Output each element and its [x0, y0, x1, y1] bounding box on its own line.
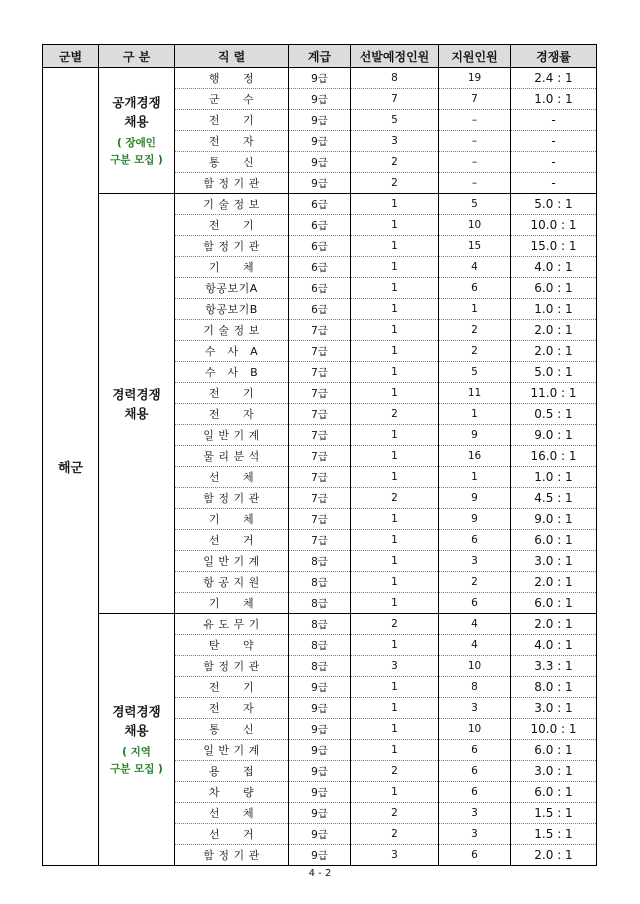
planned-cell: 1 — [351, 320, 439, 341]
job-cell: 일 반 기 계 — [175, 551, 289, 572]
ratio-cell: 6.0 : 1 — [511, 740, 597, 761]
grade-cell: 7급 — [289, 383, 351, 404]
grade-cell: 7급 — [289, 341, 351, 362]
applicants-cell: 6 — [439, 782, 511, 803]
ratio-cell: 5.0 : 1 — [511, 194, 597, 215]
applicants-cell: 3 — [439, 824, 511, 845]
job-cell: 전 기 — [175, 383, 289, 404]
ratio-cell: 2.0 : 1 — [511, 341, 597, 362]
job-cell: 일 반 기 계 — [175, 740, 289, 761]
ratio-cell: 1.0 : 1 — [511, 299, 597, 320]
planned-cell: 1 — [351, 530, 439, 551]
table-row — [43, 194, 597, 215]
category-note-line: 구분 모집 ) — [110, 153, 163, 166]
header-planned: 선발예정인원 — [351, 45, 439, 68]
job-cell: 물 리 분 석 — [175, 446, 289, 467]
grade-cell: 9급 — [289, 803, 351, 824]
applicants-cell: 9 — [439, 425, 511, 446]
planned-cell: 2 — [351, 803, 439, 824]
ratio-cell: 6.0 : 1 — [511, 278, 597, 299]
grade-cell: 8급 — [289, 593, 351, 614]
grade-cell: 6급 — [289, 215, 351, 236]
header-row — [43, 45, 597, 68]
job-cell: 차 량 — [175, 782, 289, 803]
applicants-cell: 2 — [439, 320, 511, 341]
recruitment-table — [42, 44, 597, 866]
grade-cell: 7급 — [289, 467, 351, 488]
planned-cell: 1 — [351, 740, 439, 761]
planned-cell: 1 — [351, 236, 439, 257]
ratio-cell: 4.5 : 1 — [511, 488, 597, 509]
grade-cell: 9급 — [289, 152, 351, 173]
category-cell — [99, 194, 175, 614]
ratio-cell: 6.0 : 1 — [511, 782, 597, 803]
planned-cell: 1 — [351, 383, 439, 404]
planned-cell: 1 — [351, 299, 439, 320]
planned-cell: 2 — [351, 488, 439, 509]
job-cell: 선 체 — [175, 467, 289, 488]
grade-cell: 7급 — [289, 404, 351, 425]
grade-cell: 9급 — [289, 131, 351, 152]
ratio-cell: 11.0 : 1 — [511, 383, 597, 404]
grade-cell: 6급 — [289, 299, 351, 320]
category-title-line: 채용 — [124, 405, 149, 421]
planned-cell: 3 — [351, 131, 439, 152]
planned-cell: 1 — [351, 551, 439, 572]
job-cell: 통 신 — [175, 719, 289, 740]
planned-cell: 1 — [351, 215, 439, 236]
job-cell: 함 정 기 관 — [175, 236, 289, 257]
category-note-line: 구분 모집 ) — [110, 762, 163, 775]
planned-cell: 1 — [351, 677, 439, 698]
header-applicants: 지원인원 — [439, 45, 511, 68]
job-cell: 행 정 — [175, 68, 289, 89]
job-cell: 선 체 — [175, 803, 289, 824]
job-cell: 용 접 — [175, 761, 289, 782]
grade-cell: 7급 — [289, 530, 351, 551]
grade-cell: 9급 — [289, 698, 351, 719]
ratio-cell: - — [511, 152, 597, 173]
grade-cell: 7급 — [289, 446, 351, 467]
ratio-cell: 2.0 : 1 — [511, 320, 597, 341]
applicants-cell: 1 — [439, 404, 511, 425]
applicants-cell: 10 — [439, 719, 511, 740]
job-cell: 함 정 기 관 — [175, 845, 289, 866]
job-cell: 기 술 정 보 — [175, 320, 289, 341]
category-title-line: 경력경쟁 — [112, 703, 161, 719]
ratio-cell: 2.0 : 1 — [511, 614, 597, 635]
applicants-cell: – — [439, 173, 511, 194]
applicants-cell: 2 — [439, 341, 511, 362]
job-cell: 전 기 — [175, 215, 289, 236]
job-cell: 선 거 — [175, 824, 289, 845]
job-cell: 항 공 지 원 — [175, 572, 289, 593]
applicants-cell: 6 — [439, 593, 511, 614]
ratio-cell: 8.0 : 1 — [511, 677, 597, 698]
ratio-cell: 3.3 : 1 — [511, 656, 597, 677]
planned-cell: 2 — [351, 152, 439, 173]
planned-cell: 3 — [351, 656, 439, 677]
category-title-line: 공개경쟁 — [112, 94, 161, 110]
job-cell: 기 체 — [175, 257, 289, 278]
job-cell: 함 정 기 관 — [175, 488, 289, 509]
planned-cell: 1 — [351, 509, 439, 530]
applicants-cell: 11 — [439, 383, 511, 404]
job-cell: 전 기 — [175, 110, 289, 131]
ratio-cell: 1.5 : 1 — [511, 803, 597, 824]
applicants-cell: 4 — [439, 614, 511, 635]
applicants-cell: 5 — [439, 362, 511, 383]
job-cell: 전 자 — [175, 698, 289, 719]
applicants-cell: 7 — [439, 89, 511, 110]
job-cell: 전 기 — [175, 677, 289, 698]
table-body — [43, 68, 597, 866]
job-cell: 전 자 — [175, 131, 289, 152]
job-cell: 군 수 — [175, 89, 289, 110]
applicants-cell: 2 — [439, 572, 511, 593]
header-ratio: 경쟁률 — [511, 45, 597, 68]
category-note-line: ( 지역 — [122, 745, 151, 758]
grade-cell: 7급 — [289, 362, 351, 383]
planned-cell: 8 — [351, 68, 439, 89]
ratio-cell: 6.0 : 1 — [511, 593, 597, 614]
ratio-cell: 9.0 : 1 — [511, 509, 597, 530]
ratio-cell: 4.0 : 1 — [511, 635, 597, 656]
planned-cell: 3 — [351, 845, 439, 866]
grade-cell: 9급 — [289, 761, 351, 782]
planned-cell: 1 — [351, 572, 439, 593]
applicants-cell: 15 — [439, 236, 511, 257]
planned-cell: 1 — [351, 698, 439, 719]
category-note — [99, 135, 174, 169]
planned-cell: 5 — [351, 110, 439, 131]
applicants-cell: – — [439, 152, 511, 173]
ratio-cell: 9.0 : 1 — [511, 425, 597, 446]
applicants-cell: 1 — [439, 467, 511, 488]
header-job-series: 직 렬 — [175, 45, 289, 68]
job-cell: 기 체 — [175, 593, 289, 614]
job-cell: 선 거 — [175, 530, 289, 551]
grade-cell: 6급 — [289, 257, 351, 278]
planned-cell: 7 — [351, 89, 439, 110]
ratio-cell: 10.0 : 1 — [511, 215, 597, 236]
planned-cell: 1 — [351, 362, 439, 383]
grade-cell: 8급 — [289, 551, 351, 572]
applicants-cell: 9 — [439, 509, 511, 530]
job-cell: 기 체 — [175, 509, 289, 530]
applicants-cell: 6 — [439, 530, 511, 551]
planned-cell: 2 — [351, 404, 439, 425]
ratio-cell: - — [511, 131, 597, 152]
ratio-cell: 16.0 : 1 — [511, 446, 597, 467]
job-cell: 기 술 정 보 — [175, 194, 289, 215]
category-cell — [99, 68, 175, 194]
ratio-cell: 1.0 : 1 — [511, 467, 597, 488]
grade-cell: 8급 — [289, 572, 351, 593]
ratio-cell: 2.0 : 1 — [511, 845, 597, 866]
job-cell: 함 정 기 관 — [175, 173, 289, 194]
applicants-cell: 3 — [439, 698, 511, 719]
job-cell: 함 정 기 관 — [175, 656, 289, 677]
planned-cell: 2 — [351, 173, 439, 194]
table-row — [43, 68, 597, 89]
ratio-cell: 10.0 : 1 — [511, 719, 597, 740]
job-cell: 일 반 기 계 — [175, 425, 289, 446]
planned-cell: 1 — [351, 341, 439, 362]
branch-cell: 해군 — [43, 68, 99, 866]
job-cell: 유 도 무 기 — [175, 614, 289, 635]
applicants-cell: 19 — [439, 68, 511, 89]
grade-cell: 8급 — [289, 635, 351, 656]
category-title-line: 경력경쟁 — [112, 386, 161, 402]
planned-cell: 2 — [351, 824, 439, 845]
grade-cell: 9급 — [289, 782, 351, 803]
applicants-cell: 6 — [439, 761, 511, 782]
category-note — [99, 744, 174, 778]
category-title-line: 채용 — [124, 722, 149, 738]
applicants-cell: 3 — [439, 803, 511, 824]
grade-cell: 9급 — [289, 110, 351, 131]
grade-cell: 7급 — [289, 425, 351, 446]
applicants-cell: 4 — [439, 257, 511, 278]
grade-cell: 8급 — [289, 614, 351, 635]
table-row — [43, 614, 597, 635]
job-cell: 항공보기A — [175, 278, 289, 299]
ratio-cell: 3.0 : 1 — [511, 698, 597, 719]
grade-cell: 9급 — [289, 719, 351, 740]
ratio-cell: 15.0 : 1 — [511, 236, 597, 257]
applicants-cell: 1 — [439, 299, 511, 320]
ratio-cell: 1.0 : 1 — [511, 89, 597, 110]
planned-cell: 1 — [351, 446, 439, 467]
planned-cell: 1 — [351, 467, 439, 488]
ratio-cell: 5.0 : 1 — [511, 362, 597, 383]
planned-cell: 1 — [351, 782, 439, 803]
category-note-line: ( 장애인 — [117, 136, 156, 149]
grade-cell: 8급 — [289, 656, 351, 677]
applicants-cell: 6 — [439, 278, 511, 299]
grade-cell: 6급 — [289, 236, 351, 257]
ratio-cell: 0.5 : 1 — [511, 404, 597, 425]
applicants-cell: 6 — [439, 740, 511, 761]
ratio-cell: 2.4 : 1 — [511, 68, 597, 89]
applicants-cell: 5 — [439, 194, 511, 215]
ratio-cell: 3.0 : 1 — [511, 551, 597, 572]
grade-cell: 9급 — [289, 68, 351, 89]
job-cell: 수 사 A — [175, 341, 289, 362]
grade-cell: 7급 — [289, 509, 351, 530]
grade-cell: 9급 — [289, 89, 351, 110]
header-grade: 계급 — [289, 45, 351, 68]
planned-cell: 1 — [351, 593, 439, 614]
job-cell: 항공보기B — [175, 299, 289, 320]
header-branch: 군별 — [43, 45, 99, 68]
job-cell: 전 자 — [175, 404, 289, 425]
job-cell: 탄 약 — [175, 635, 289, 656]
grade-cell: 9급 — [289, 740, 351, 761]
grade-cell: 9급 — [289, 173, 351, 194]
planned-cell: 1 — [351, 719, 439, 740]
ratio-cell: - — [511, 110, 597, 131]
page-number: 4 - 2 — [308, 868, 332, 879]
ratio-cell: - — [511, 173, 597, 194]
planned-cell: 2 — [351, 761, 439, 782]
grade-cell: 6급 — [289, 194, 351, 215]
applicants-cell: 4 — [439, 635, 511, 656]
grade-cell: 7급 — [289, 320, 351, 341]
applicants-cell: 6 — [439, 845, 511, 866]
ratio-cell: 2.0 : 1 — [511, 572, 597, 593]
job-cell: 수 사 B — [175, 362, 289, 383]
applicants-cell: 3 — [439, 551, 511, 572]
planned-cell: 1 — [351, 278, 439, 299]
planned-cell: 2 — [351, 614, 439, 635]
applicants-cell: 16 — [439, 446, 511, 467]
applicants-cell: – — [439, 131, 511, 152]
grade-cell: 9급 — [289, 824, 351, 845]
grade-cell: 9급 — [289, 677, 351, 698]
applicants-cell: 10 — [439, 656, 511, 677]
applicants-cell: 8 — [439, 677, 511, 698]
category-title-line: 채용 — [124, 113, 149, 129]
grade-cell: 7급 — [289, 488, 351, 509]
category-cell — [99, 614, 175, 866]
ratio-cell: 1.5 : 1 — [511, 824, 597, 845]
planned-cell: 1 — [351, 194, 439, 215]
ratio-cell: 4.0 : 1 — [511, 257, 597, 278]
ratio-cell: 3.0 : 1 — [511, 761, 597, 782]
ratio-cell: 6.0 : 1 — [511, 530, 597, 551]
job-cell: 통 신 — [175, 152, 289, 173]
applicants-cell: – — [439, 110, 511, 131]
planned-cell: 1 — [351, 425, 439, 446]
grade-cell: 9급 — [289, 845, 351, 866]
planned-cell: 1 — [351, 257, 439, 278]
grade-cell: 6급 — [289, 278, 351, 299]
planned-cell: 1 — [351, 635, 439, 656]
header-category: 구 분 — [99, 45, 175, 68]
applicants-cell: 9 — [439, 488, 511, 509]
applicants-cell: 10 — [439, 215, 511, 236]
